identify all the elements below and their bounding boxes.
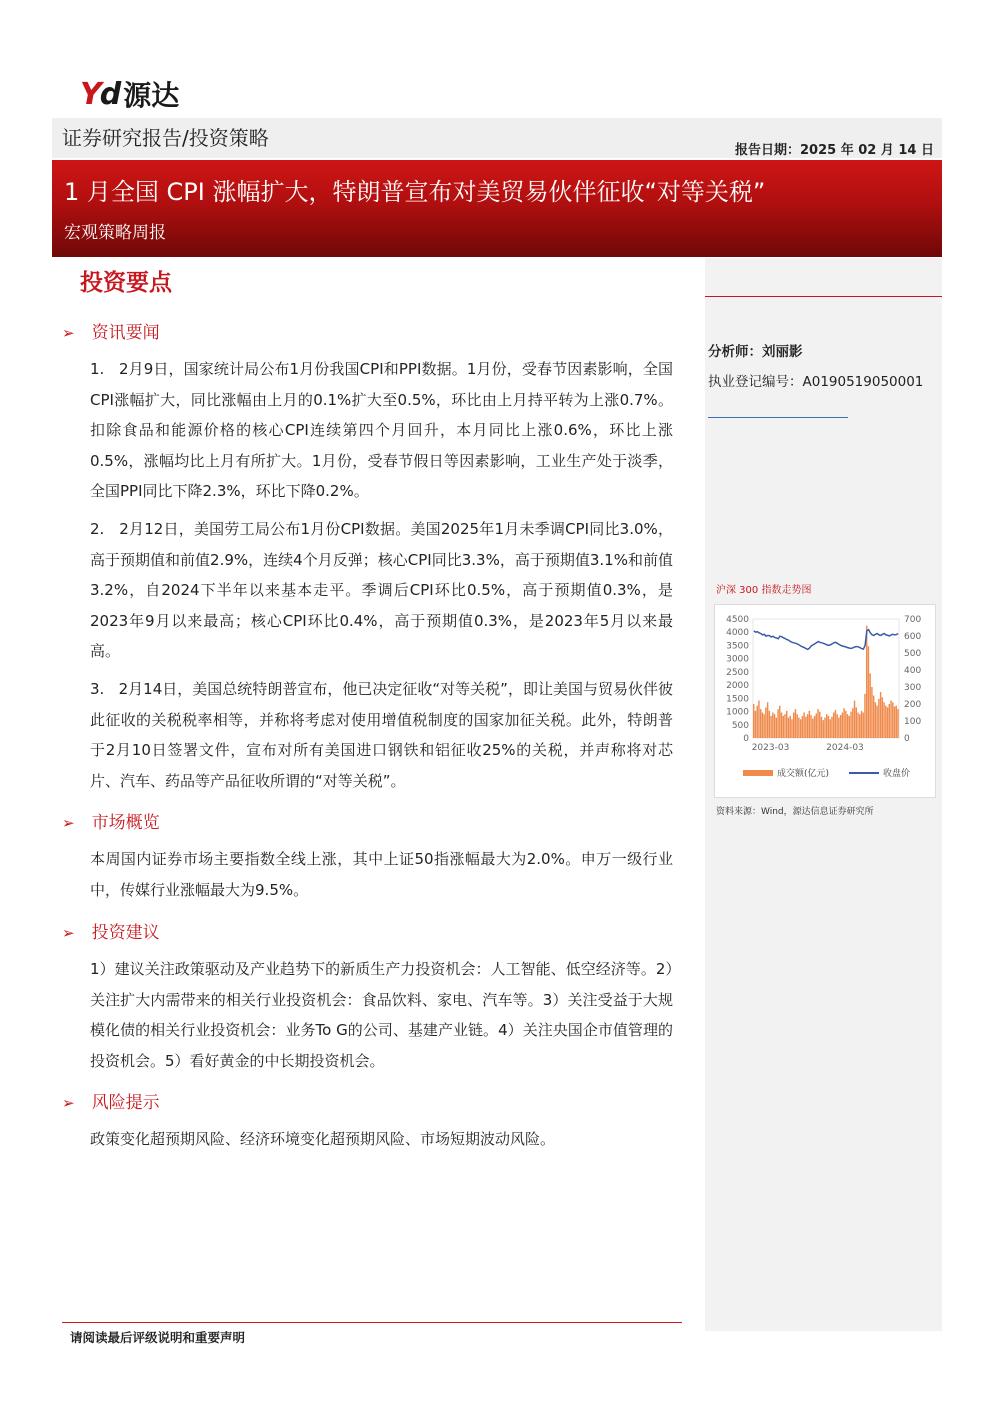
volume-bar xyxy=(894,707,895,738)
volume-bar xyxy=(774,714,775,738)
volume-bar xyxy=(802,716,803,738)
volume-bar xyxy=(833,713,834,739)
volume-bar xyxy=(796,714,797,738)
arrow-icon: ➢ xyxy=(62,814,75,832)
volume-bar xyxy=(788,718,789,738)
volume-bar xyxy=(835,710,836,738)
footer-disclaimer: 请阅读最后评级说明和重要声明 xyxy=(70,1330,246,1345)
footer-divider xyxy=(62,1322,682,1323)
section-heading: 风险提示 xyxy=(91,1093,160,1113)
report-title: 1 月全国 CPI 涨幅扩大，特朗普宣布对美贸易伙伴征收“对等关税” xyxy=(64,178,766,206)
section-2-header xyxy=(62,808,160,833)
volume-bar xyxy=(896,706,897,738)
right-axis-tick-label: 100 xyxy=(904,717,922,727)
volume-bar xyxy=(859,714,860,738)
volume-bar xyxy=(836,714,837,738)
logo-mark: Yd xyxy=(80,76,120,112)
volume-bar xyxy=(810,715,811,738)
volume-bar xyxy=(854,701,855,738)
volume-bar xyxy=(770,716,771,738)
volume-bar xyxy=(777,709,778,738)
report-date: 报告日期：2025 年 02 月 14 日 xyxy=(735,143,934,158)
volume-bar xyxy=(856,707,857,738)
x-axis-tick-label: 2024-03 xyxy=(826,743,864,753)
section-heading: 投资建议 xyxy=(91,923,160,943)
volume-bar xyxy=(807,714,808,738)
volume-bar xyxy=(793,713,794,739)
risk-warning-text: 政策变化超预期风险、经济环境变化超预期风险、市场短期波动风险。 xyxy=(90,1130,556,1148)
left-axis-tick-label: 1500 xyxy=(726,694,749,705)
volume-bar xyxy=(843,708,844,738)
legend-volume-swatch xyxy=(743,770,773,776)
left-axis-tick-label: 2500 xyxy=(726,667,749,678)
section-heading: 市场概览 xyxy=(91,813,160,833)
right-axis-tick-label: 700 xyxy=(904,615,922,625)
volume-bar xyxy=(783,716,784,738)
arrow-icon: ➢ xyxy=(62,1094,75,1112)
volume-bar xyxy=(892,702,893,738)
left-axis-tick-label: 3000 xyxy=(726,654,749,665)
right-axis-tick-label: 500 xyxy=(904,649,922,659)
volume-bar xyxy=(831,717,832,738)
volume-bar xyxy=(850,712,851,738)
volume-bar xyxy=(803,713,804,739)
volume-bar xyxy=(776,718,777,738)
right-axis-tick-label: 600 xyxy=(904,632,922,642)
sidebar-divider xyxy=(705,296,942,297)
volume-bar xyxy=(816,713,817,738)
section-1-header xyxy=(62,318,160,343)
volume-bar xyxy=(857,713,858,739)
volume-bar xyxy=(828,716,829,738)
left-axis-tick-label: 0 xyxy=(743,734,749,744)
volume-bar xyxy=(869,673,870,738)
report-type: 证券研究报告/投资策略 xyxy=(62,126,269,150)
arrow-icon: ➢ xyxy=(62,924,75,942)
volume-bar xyxy=(798,718,799,738)
registration-number: 执业登记编号：A0190519050001 xyxy=(708,374,924,390)
right-axis-tick-label: 300 xyxy=(904,683,922,693)
sidebar-divider-blue xyxy=(708,417,848,418)
volume-bar xyxy=(876,706,877,738)
right-axis-tick-label: 0 xyxy=(904,734,910,744)
volume-bar xyxy=(840,715,841,738)
volume-bar xyxy=(885,706,886,738)
volume-bar xyxy=(842,713,843,739)
x-axis-tick-label: 2023-03 xyxy=(751,743,790,753)
volume-bar xyxy=(800,719,801,738)
left-axis-tick-label: 2000 xyxy=(726,681,749,692)
volume-bar xyxy=(852,708,853,738)
volume-bar xyxy=(887,707,888,738)
market-overview-text: 本周国内证券市场主要指数全线上涨，其中上证50指涨幅最大为2.0%。申万一级行业中，传媒行业涨幅最大为9.5%。 xyxy=(90,850,673,899)
volume-bar xyxy=(790,716,791,738)
chart-source: 资料来源：Wind，源达信息证券研究所 xyxy=(716,807,874,817)
volume-bar xyxy=(795,709,796,738)
volume-bar xyxy=(849,716,850,738)
volume-bar xyxy=(817,709,818,738)
volume-bar xyxy=(812,718,813,738)
volume-bar xyxy=(871,687,872,738)
volume-bar xyxy=(878,699,879,738)
volume-bar xyxy=(826,714,827,738)
volume-bar xyxy=(883,702,884,738)
news-item-3: 3. 2月14日，美国总统特朗普宣布，他已决定征收“对等关税”，即让美国与贸易伙伴彼此征收的关税税率相等，并称将考虑对使用增值税制度的国家加征关税。此外，特朗普于2月10日签署文件，宣布对所有美国进口钢铁和铝征收25%的关税，并声称将对芯片、汽车、药品等产品征收所谓的“对等关税”。 xyxy=(90,680,673,790)
volume-bar xyxy=(760,709,761,738)
volume-bar xyxy=(753,704,754,738)
right-axis-tick-label: 400 xyxy=(904,666,922,676)
chart-title: 沪深 300 指数走势图 xyxy=(716,585,812,596)
volume-bar xyxy=(814,716,815,738)
legend-volume-label: 成交额(亿元) xyxy=(777,769,830,779)
volume-bar xyxy=(809,711,810,738)
volume-bar xyxy=(819,712,820,738)
volume-bar xyxy=(873,696,874,739)
volume-bar xyxy=(863,713,864,739)
volume-bar xyxy=(786,711,787,738)
volume-bar xyxy=(889,704,890,738)
left-axis-tick-label: 500 xyxy=(731,720,749,731)
left-axis-tick-label: 1000 xyxy=(726,707,749,718)
volume-bar xyxy=(784,714,785,738)
section-4-header xyxy=(62,1088,160,1113)
volume-bar xyxy=(880,692,881,738)
left-axis-tick-label: 3500 xyxy=(726,641,749,652)
volume-bar xyxy=(864,694,865,738)
news-item-2: 2. 2月12日，美国劳工局公布1月份CPI数据。美国2025年1月未季调CPI同比3.0%，高于预期值和前值2.9%，连续4个月反弹；核心CPI同比3.3%，高于预期值3.1%和前值3.2%，自2024下半年以来基本走平。季调后CPI环比0.5%，高于预期值0.3%，是2023年9月以来最高；核心CPI环比0.4%，高于预期值0.3%，是2023年5月以来最高。 xyxy=(90,520,673,660)
volume-bar xyxy=(779,706,780,738)
volume-bar xyxy=(791,719,792,738)
volume-bar xyxy=(882,697,883,738)
volume-bar xyxy=(763,714,764,738)
volume-bar xyxy=(897,709,898,738)
left-axis-tick-label: 4000 xyxy=(726,628,749,639)
index-chart xyxy=(714,604,936,798)
news-item-1: 1. 2月9日，国家统计局公布1月份我国CPI和PPI数据。1月份，受春节因素影响，全国CPI涨幅扩大，同比涨幅由上月的0.1%扩大至0.5%，环比由上月持平转为上涨0.7%。扣除食品和能源价格的核心CPI连续第四个月回升，本月同比上涨0.6%，环比上涨0.5%，涨幅均比上月有所扩大。1月份，受春节假日等因素影响，工业生产处于淡季，全国PPI同比下降2.3%，环比下降0.2%。 xyxy=(90,360,673,500)
volume-bar xyxy=(823,720,824,738)
volume-bar xyxy=(861,711,862,738)
legend-close-label: 收盘价 xyxy=(883,769,911,779)
volume-bar xyxy=(824,718,825,738)
volume-bar xyxy=(838,718,839,738)
investment-advice-text: 1）建议关注政策驱动及产业趋势下的新质生产力投资机会：人工智能、低空经济等。2）关注扩大内需带来的相关行业投资机会：食品饮料、家电、汽车等。3）关注受益于大规模化债的相关行业投资机会：业务To G的公司、基建产业链。4）关注央国企市值管理的投资机会。5）看好黄金的中长期投资机会。 xyxy=(90,960,673,1070)
volume-bar xyxy=(767,702,768,738)
volume-bar xyxy=(805,717,806,738)
report-subtitle: 宏观策略周报 xyxy=(64,223,166,243)
volume-bar xyxy=(769,711,770,738)
volume-bar xyxy=(772,713,773,739)
left-axis-tick-label: 4500 xyxy=(726,615,749,625)
logo-name: 源达 xyxy=(123,79,180,112)
volume-bar xyxy=(755,711,756,738)
right-axis-tick-label: 200 xyxy=(904,700,922,710)
volume-bar xyxy=(847,714,848,738)
index-chart-svg xyxy=(715,605,935,797)
analyst-name: 分析师：刘丽影 xyxy=(708,344,803,360)
volume-bar xyxy=(821,717,822,738)
section-3-header xyxy=(62,918,160,943)
volume-bar xyxy=(890,701,891,738)
volume-bar xyxy=(756,706,757,738)
key-points-title: 投资要点 xyxy=(80,270,172,296)
volume-bar xyxy=(845,711,846,738)
volume-bar xyxy=(762,713,763,739)
volume-bar xyxy=(829,719,830,738)
volume-bar xyxy=(866,626,867,738)
volume-bar xyxy=(868,646,869,738)
brand-logo xyxy=(80,78,179,110)
volume-bar xyxy=(781,713,782,739)
volume-bar xyxy=(875,702,876,738)
volume-bar xyxy=(758,701,759,738)
section-heading: 资讯要闻 xyxy=(91,323,160,343)
arrow-icon: ➢ xyxy=(62,324,75,342)
volume-bar xyxy=(765,707,766,738)
